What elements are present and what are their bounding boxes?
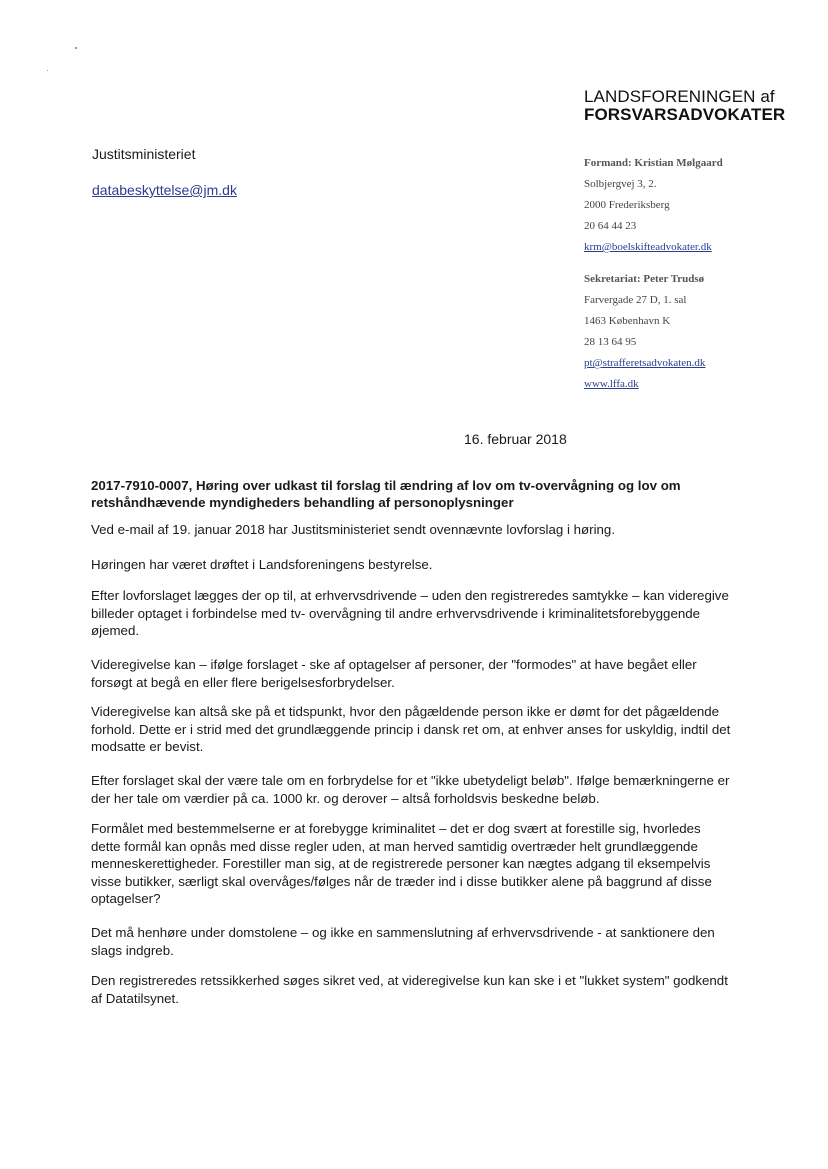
scan-speck <box>75 47 77 49</box>
secretariat-phone: 28 13 64 95 <box>584 336 637 348</box>
letter-date: 16. februar 2018 <box>464 431 567 447</box>
secretariat-address: Farvergade 27 D, 1. sal <box>584 294 687 306</box>
body-paragraph: Den registreredes retssikkerhed søges sikret ved, at videregivelse kun kan ske i et "lukket system" godkendt af Datatilsynet. <box>91 973 728 1006</box>
logo-line-2: FORSVARSADVOKATER <box>584 105 786 124</box>
body-paragraph: Formålet med bestemmelserne er at forebygge kriminalitet – det er dog svært at forestille sig, hvorledes dette formål kan opnås med disse regler uden, at man herved samtidig overtræder helt grundlæggende menneskerettigheder. Forestiller man sig, at de registrerede personer kan nægtes adgang til eksempelvis visse butikker, særligt skal overvåges/følges når de træder ind i disse butikker alene på baggrund af disse optagelser? <box>91 821 712 906</box>
body-paragraph: Høringen har været drøftet i Landsforeningens bestyrelse. <box>91 557 433 572</box>
recipient-email-link[interactable]: databeskyttelse@jm.dk <box>92 182 237 198</box>
recipient-name: Justitsministeriet <box>92 146 196 162</box>
body-paragraph: Efter forslaget skal der være tale om en forbrydelse for et "ikke ubetydeligt beløb". Ifølge bemærkningerne er der her tale om værdier på ca. 1000 kr. og derover – altså forholdsvis beskedne beløb. <box>91 773 730 806</box>
body-paragraph: Videregivelse kan – ifølge forslaget - ske af optagelser af personer, der "formodes" at have begået eller forsøgt at begå en eller flere berigelsesforbrydelser. <box>91 657 697 690</box>
chair-address: Solbjergvej 3, 2. <box>584 178 657 190</box>
chair-title: Formand: Kristian Mølgaard <box>584 157 723 169</box>
letter-subject: 2017-7910-0007, Høring over udkast til forslag til ændring af lov om tv-overvågning og lov om retshåndhævende myndigheders behandling af personoplysninger <box>91 478 681 510</box>
website-link[interactable]: www.lffa.dk <box>584 378 639 390</box>
contact-sidebar <box>584 153 723 395</box>
secretariat-city: 1463 København K <box>584 315 671 327</box>
chair-email-link[interactable]: krm@boelskifteadvokater.dk <box>584 241 712 253</box>
organization-logo <box>584 88 785 124</box>
chair-phone: 20 64 44 23 <box>584 220 637 232</box>
body-paragraph: Det må henhøre under domstolene – og ikke en sammenslutning af erhvervsdrivende - at sanktionere den slags indgreb. <box>91 925 715 958</box>
body-paragraph: Efter lovforslaget lægges der op til, at erhvervsdrivende – uden den registreredes samtykke – kan videregive billeder optaget i forbindelse med tv- overvågning til andre erhvervsdrivende i kriminalitetsforebyggende øjemed. <box>91 588 729 638</box>
secretariat-title: Sekretariat: Peter Trudsø <box>584 273 705 285</box>
chair-city: 2000 Frederiksberg <box>584 199 670 211</box>
body-paragraph: Videregivelse kan altså ske på et tidspunkt, hvor den pågældende person ikke er dømt for det pågældende forhold. Dette er i strid med det grundlæggende princip i dansk ret om, at enhver anses for uskyldig, indtil det modsatte er bevist. <box>91 704 731 754</box>
secretariat-email-link[interactable]: pt@strafferetsadvokaten.dk <box>584 357 706 369</box>
logo-line-1: LANDSFORENINGEN af <box>584 87 775 106</box>
body-paragraph: Ved e-mail af 19. januar 2018 har Justitsministeriet sendt ovennævnte lovforslag i høring. <box>91 522 616 537</box>
scan-speck <box>47 70 48 71</box>
